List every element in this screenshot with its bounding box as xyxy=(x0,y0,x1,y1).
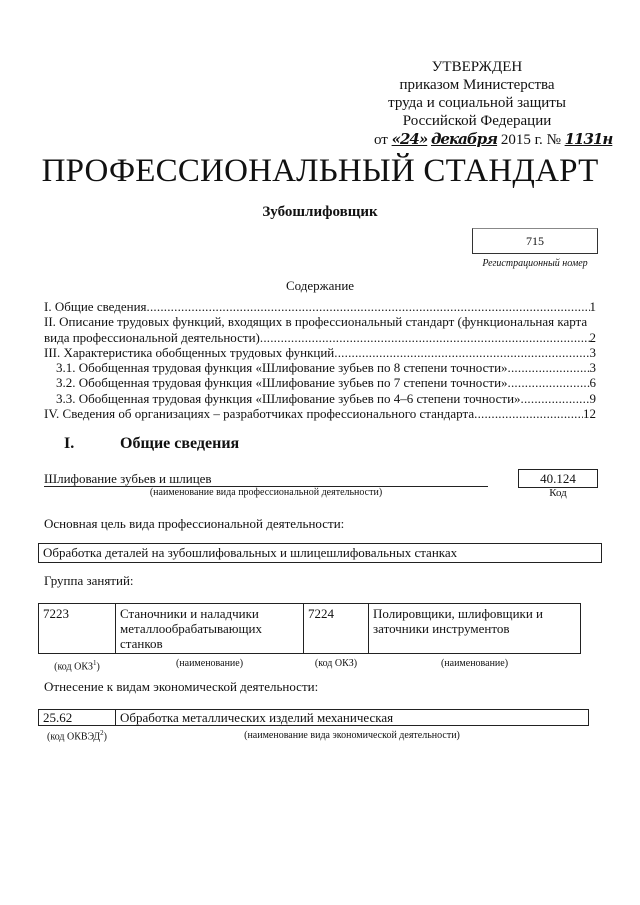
table-row xyxy=(39,604,581,654)
table-row xyxy=(39,710,589,726)
order-number: 1131н xyxy=(564,130,613,148)
toc-leader xyxy=(508,360,590,375)
caption-name: (наименование) xyxy=(175,658,244,669)
group-name-cell: Станочники и наладчики металлообрабатывающих станков xyxy=(116,604,304,654)
occupation-groups-table xyxy=(38,603,581,676)
toc-leader xyxy=(508,375,590,390)
toc-item-text: III. Характеристика обобщенных трудовых функций xyxy=(44,344,335,360)
toc-item-page: 3 xyxy=(589,344,596,360)
econ-activity-table xyxy=(38,709,589,744)
group-name-cell: Полировщики, шлифовщики и заточники инструментов xyxy=(369,604,581,654)
number-sign: № xyxy=(546,132,561,148)
caption-name: (наименование) xyxy=(440,658,509,669)
toc-item[interactable] xyxy=(44,314,596,345)
approval-line-approved: УТВЕРЖДЕН xyxy=(431,59,523,75)
toc-leader xyxy=(147,299,590,314)
section-title: Общие сведения xyxy=(120,435,240,452)
toc-item-text: 3.1. Обобщенная трудовая функция «Шлифование зубьев по 8 степени точности» xyxy=(56,360,508,376)
toc-item-text: 3.3. Обобщенная трудовая функция «Шлифование зубьев по 4–6 степени точности» xyxy=(56,390,521,406)
toc-item-text: 3.2. Обобщенная трудовая функция «Шлифование зубьев по 7 степени точности» xyxy=(56,375,508,391)
approval-line-ministry: труда и социальной защиты xyxy=(388,95,566,111)
activity-name-caption: (наименование вида профессиональной деятельности) xyxy=(149,487,383,498)
toc-item[interactable] xyxy=(44,360,596,375)
activity-code-box: 40.124 xyxy=(518,469,598,488)
date-day: «24» xyxy=(391,130,428,148)
date-prefix: от xyxy=(374,132,388,148)
econ-code-cell: 25.62 xyxy=(39,710,116,726)
date-month: декабря xyxy=(430,130,498,148)
toc-leader xyxy=(334,345,589,360)
group-code-cell: 7223 xyxy=(39,604,116,654)
profession-title: Зубошлифовщик xyxy=(262,204,378,220)
document-title: ПРОФЕССИОНАЛЬНЫЙ СТАНДАРТ xyxy=(41,153,599,189)
group-code-cell: 7224 xyxy=(304,604,369,654)
registration-number-box: 715 xyxy=(472,228,598,254)
caption-code-okved: (код ОКВЭД$^2$) xyxy=(47,729,107,743)
toc-item[interactable] xyxy=(44,345,596,360)
toc-item-page: 1 xyxy=(589,299,596,314)
toc-item-text-cont: вида профессиональной деятельности) xyxy=(44,329,260,345)
approval-date-line xyxy=(352,130,613,149)
date-year: 2015 г. xyxy=(500,132,543,148)
caption-econ-name: (наименование вида экономической деятельности) xyxy=(244,729,460,741)
caption-code-okz: (код ОКЗ) xyxy=(314,658,358,669)
toc-item[interactable] xyxy=(44,406,596,421)
toc-item-text: IV. Сведения об организациях – разработчиках профессионального стандарта xyxy=(44,406,475,422)
table-of-contents xyxy=(44,299,596,421)
toc-item-page: 3 xyxy=(589,360,596,376)
registration-number-caption: Регистрационный номер xyxy=(482,258,588,269)
toc-leader xyxy=(260,330,590,345)
approval-line-country: Российской Федерации xyxy=(402,113,552,129)
approval-block xyxy=(352,58,613,149)
toc-leader xyxy=(521,391,590,406)
toc-leader xyxy=(474,406,583,421)
toc-item[interactable] xyxy=(44,375,596,390)
econ-label: Отнесение к видам экономической деятельности: xyxy=(44,679,319,694)
activity-code-caption: Код xyxy=(549,487,567,499)
groups-label: Группа занятий: xyxy=(44,573,134,588)
toc-item-text: I. Общие сведения xyxy=(44,299,147,314)
toc-heading: Содержание xyxy=(285,278,355,293)
toc-item[interactable] xyxy=(44,391,596,406)
goal-label: Основная цель вида профессиональной деятельности: xyxy=(44,516,345,531)
table-row xyxy=(39,654,581,677)
activity-name-field: Шлифование зубьев и шлицев xyxy=(44,471,488,487)
table-row xyxy=(39,726,589,745)
goal-value-box: Обработка деталей на зубошлифовальных и шлицешлифовальных станках xyxy=(38,543,602,563)
section-heading xyxy=(64,435,239,453)
toc-item-page: 9 xyxy=(589,390,596,406)
toc-item-text: II. Описание трудовых функций, входящих в профессиональный стандарт (функциональная карта xyxy=(44,314,588,330)
toc-item-page: 2 xyxy=(589,329,596,345)
caption-code-okz: (код ОКЗ$^1$) xyxy=(54,659,100,673)
toc-item-page: 6 xyxy=(589,375,596,391)
toc-item-page: 12 xyxy=(583,406,596,422)
section-number: I. xyxy=(64,435,75,452)
approval-line-order: приказом Министерства xyxy=(399,77,555,93)
econ-name-cell: Обработка металлических изделий механическая xyxy=(116,710,589,726)
toc-item[interactable] xyxy=(44,299,596,314)
